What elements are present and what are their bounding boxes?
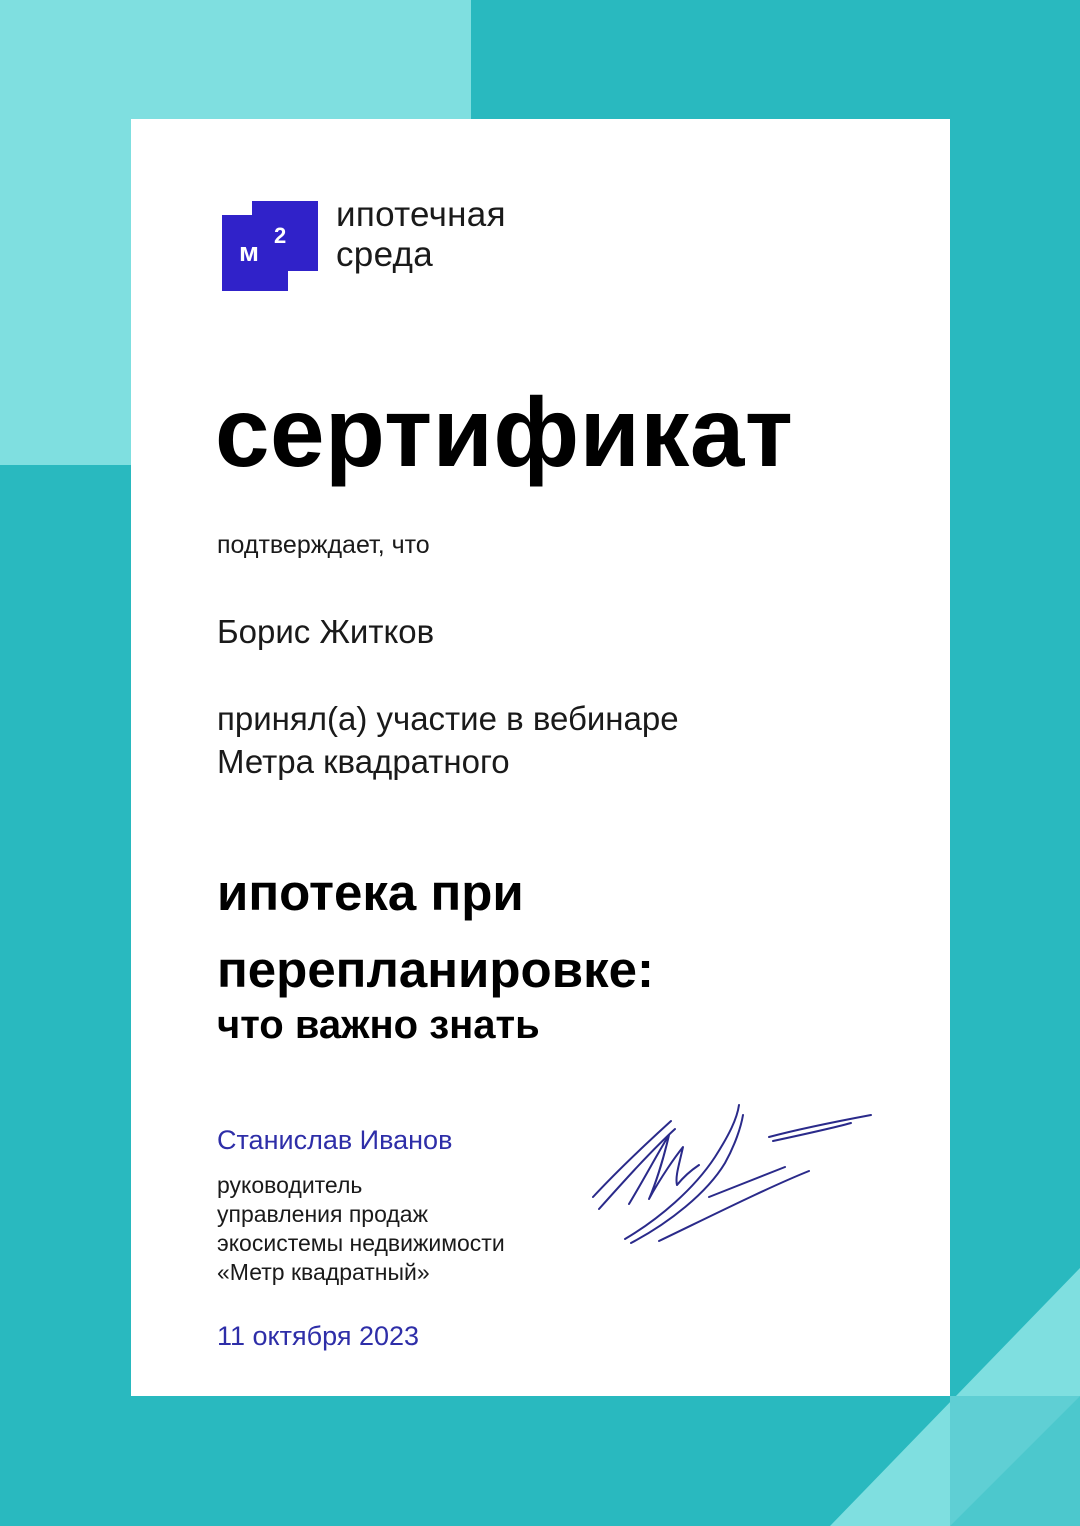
recipient-name: Борис Житков <box>217 613 435 650</box>
signer-role-line-2: управления продаж <box>217 1201 428 1227</box>
signer-role-line-4: «Метр квадратный» <box>217 1259 430 1285</box>
m2-logo-icon <box>222 201 318 291</box>
webinar-title <box>217 854 654 1008</box>
logo-mark-superscript: 2 <box>274 223 287 248</box>
participation-line-1: принял(а) участие в вебинаре <box>217 700 679 737</box>
logo <box>222 195 582 301</box>
certificate-card <box>131 119 950 1396</box>
webinar-title-line-2: перепланировке: <box>217 941 654 998</box>
signer-role <box>217 1171 505 1287</box>
webinar-title-line-1: ипотека при <box>217 864 524 921</box>
logo-line-1: ипотечная <box>336 195 506 234</box>
logo-wordmark <box>336 195 506 275</box>
certificate-date: 11 октября 2023 <box>217 1321 420 1351</box>
participation-line-2: Метра квадратного <box>217 743 510 780</box>
confirms-text: подтверждает, что <box>217 531 430 559</box>
signature-icon <box>589 1089 889 1249</box>
webinar-subtitle: что важно знать <box>217 1003 540 1047</box>
signer-role-line-1: руководитель <box>217 1172 363 1198</box>
logo-mark-letter: м <box>239 237 259 267</box>
certificate-title: сертификат <box>215 377 794 487</box>
logo-line-2: среда <box>336 235 434 274</box>
participation-text <box>217 697 679 783</box>
signer-name: Станислав Иванов <box>217 1125 453 1155</box>
signer-role-line-3: экосистемы недвижимости <box>217 1230 505 1256</box>
